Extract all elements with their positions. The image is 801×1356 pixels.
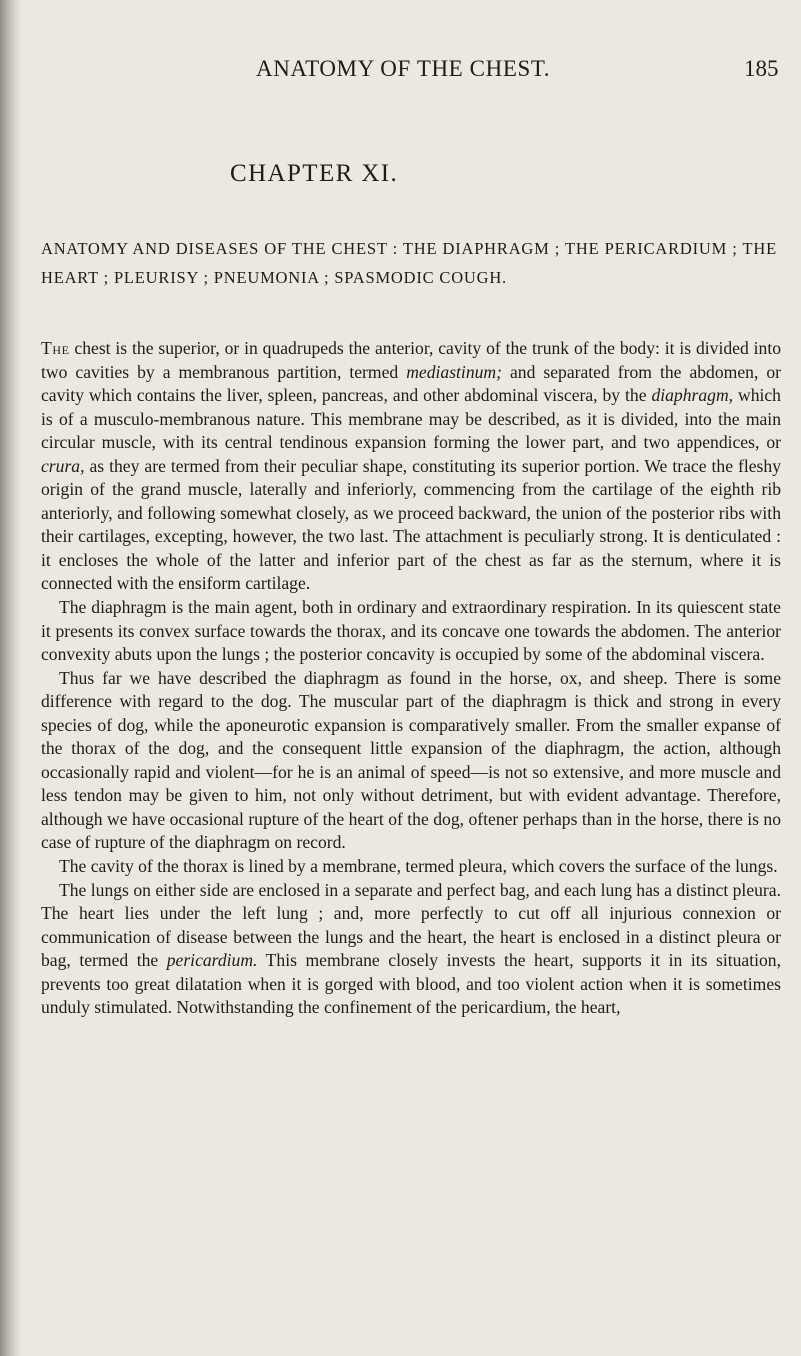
page-number: 185 — [744, 56, 779, 81]
term-italic: diaphragm, — [651, 385, 734, 406]
term-italic: mediastinum; — [406, 361, 502, 382]
page-gutter-shadow — [0, 0, 22, 1356]
text-run: The diaphragm is the main agent, both in ordinary and extraordinary respiration. In its quiescent state it presents its convex surface towards the thorax, and its concave one towards the abdomen. The anterior convexity abuts upon the lungs ; the posterior concavity is occupied by some of the abdominal viscera. — [41, 597, 781, 665]
paragraph — [41, 879, 781, 1020]
paragraph — [41, 337, 781, 596]
paragraph — [41, 855, 781, 879]
chapter-heading: CHAPTER XI. — [230, 160, 399, 187]
running-head-title: ANATOMY OF THE CHEST. — [256, 56, 551, 81]
text-run: and separated from the abdomen, or cavity which contains the liver, spleen, pancreas, and other abdominal viscera, by the — [41, 361, 781, 406]
term-italic: pericardium. — [166, 950, 258, 971]
chapter-contents-summary: ANATOMY AND DISEASES OF THE CHEST : THE DIAPHRAGM ; THE PERICARDIUM ; THE HEART ; PLEURISY ; PNEUMONIA ; SPASMODIC COUGH. — [41, 239, 777, 287]
paragraph — [41, 596, 781, 667]
text-run: as they are termed from their peculiar shape, constituting its superior portion. We trace the fleshy origin of the grand muscle, laterally and inferiorly, commencing from the cartilage of the eighth rib anteriorly, and following somewhat closely, as we proceed backward, the union of the posterior ribs with their cartilages, excepting, however, the two last. The attachment is peculiarly strong. It is denticulated : it encloses the whole of the latter and inferior part of the chest as far as the sternum, where it is connected with the ensiform cartilage. — [41, 455, 781, 594]
term-italic: crura, — [41, 455, 85, 476]
text-run: The lungs on either side are enclosed in a separate and perfect bag, and each lung has a distinct pleura. The heart lies under the left lung ; and, more perfectly to cut off all injurious connexion or communication of disease between the lungs and the heart, the heart is enclosed in a distinct pleura or bag, termed the — [41, 879, 781, 971]
text-run: This membrane closely invests the heart, supports it in its situation, prevents too great dilatation when it is gorged with blood, and too violent action when it is sometimes unduly stimulated. Notwithstanding the confinement of the pericardium, the heart, — [41, 950, 781, 1018]
text-run: Thus far we have described the diaphragm as found in the horse, ox, and sheep. There is some difference with regard to the dog. The muscular part of the diaphragm is thick and strong in every species of dog, while the aponeurotic expansion is comparatively smaller. From the smaller expanse of the thorax of the dog, and the consequent little expansion of the diaphragm, the action, although occasionally rapid and violent—for he is an animal of speed—is not so extensive, and more muscle and less tendon may be given to him, not only without detriment, but with evident advantage. Therefore, although we have occasional rupture of the heart of the dog, oftener perhaps than in the horse, there is no case of rupture of the diaphragm on record. — [41, 667, 781, 853]
chapter-body-text — [41, 337, 781, 1020]
running-head — [0, 56, 801, 86]
paragraph-lead-word: The — [41, 338, 70, 358]
text-run: chest is the superior, or in quadrupeds the anterior, cavity of the trunk of the body: it is divided into two cavities by a membranous partition, termed — [41, 338, 781, 382]
paragraph — [41, 667, 781, 855]
text-run: which is of a musculo-membranous nature. This membrane may be described, as it is divided, into the main circular muscle, with its central tendinous expansion forming the lower part, and two appendices, or — [41, 385, 781, 453]
text-run: The cavity of the thorax is lined by a membrane, termed pleura, which covers the surface of the lungs. — [59, 856, 778, 877]
